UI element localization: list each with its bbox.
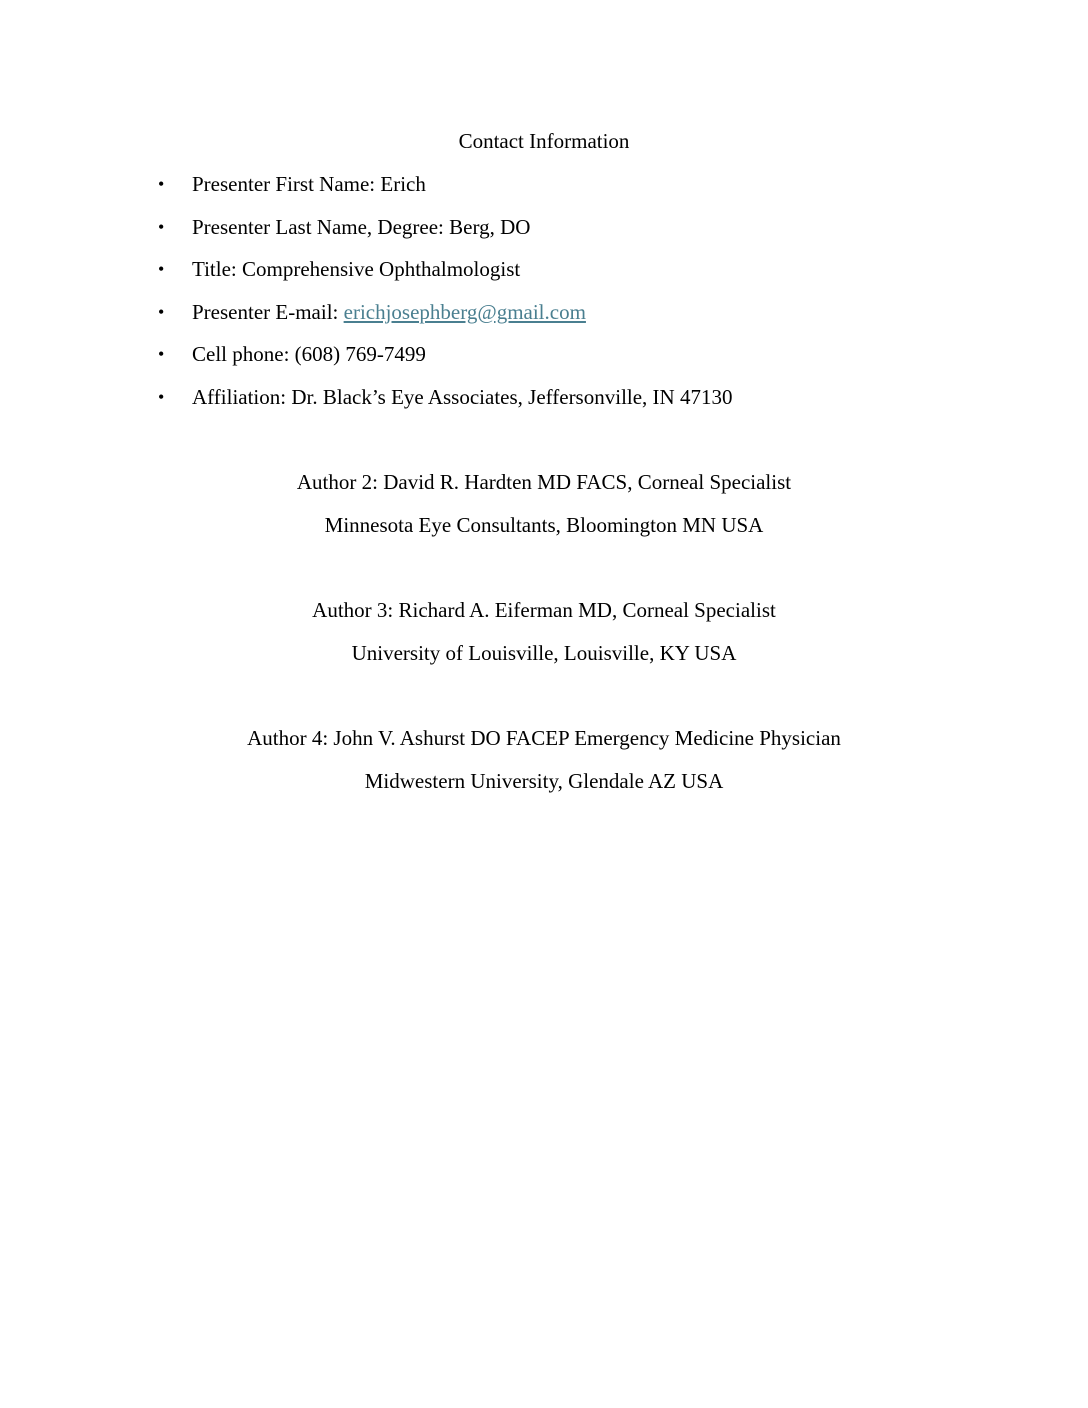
- bullet-icon: •: [158, 259, 165, 280]
- first-name-text: Presenter First Name: Erich: [192, 172, 426, 196]
- affiliation-text: Affiliation: Dr. Black’s Eye Associates, Jeffersonville, IN 47130: [192, 384, 733, 409]
- bullet-icon: •: [158, 344, 165, 365]
- author-2-affiliation: Minnesota Eye Consultants, Bloomington MN USA: [324, 512, 764, 537]
- author-4-name: Author 4: John V. Ashurst DO FACEP Emergency Medicine Physician: [247, 726, 841, 750]
- author-3-block: [0, 596, 1088, 681]
- author-4-affiliation: Midwestern University, Glendale AZ USA: [364, 768, 724, 793]
- author-4-block: [0, 724, 1088, 809]
- bullet-icon: •: [158, 386, 165, 407]
- contact-info-list: [0, 170, 1088, 426]
- list-item-affiliation: [0, 383, 1088, 426]
- author-3-affiliation: University of Louisville, Louisville, KY USA: [351, 640, 737, 665]
- bullet-icon: •: [158, 216, 165, 237]
- author-2-block: [0, 468, 1088, 553]
- title-text: Title: Comprehensive Ophthalmologist: [192, 257, 521, 282]
- page-title: Contact Information: [458, 129, 630, 153]
- bullet-icon: •: [158, 174, 165, 194]
- list-item-cell-phone: [0, 340, 1088, 383]
- list-item-first-name: [0, 170, 1088, 213]
- author-3-name: Author 3: Richard A. Eiferman MD, Corneal Specialist: [312, 598, 776, 622]
- email-line: [192, 298, 586, 326]
- cell-phone-text: Cell phone: (608) 769-7499: [192, 342, 426, 367]
- list-item-title: [0, 255, 1088, 298]
- bullet-icon: •: [158, 301, 165, 322]
- email-link[interactable]: erichjosephberg@gmail.com: [343, 299, 586, 324]
- list-item-email: [0, 298, 1088, 341]
- author-2-name: Author 2: David R. Hardten MD FACS, Corneal Specialist: [296, 470, 792, 494]
- list-item-last-name: [0, 213, 1088, 256]
- last-name-text: Presenter Last Name, Degree: Berg, DO: [192, 214, 531, 239]
- email-label: Presenter E-mail:: [192, 299, 344, 324]
